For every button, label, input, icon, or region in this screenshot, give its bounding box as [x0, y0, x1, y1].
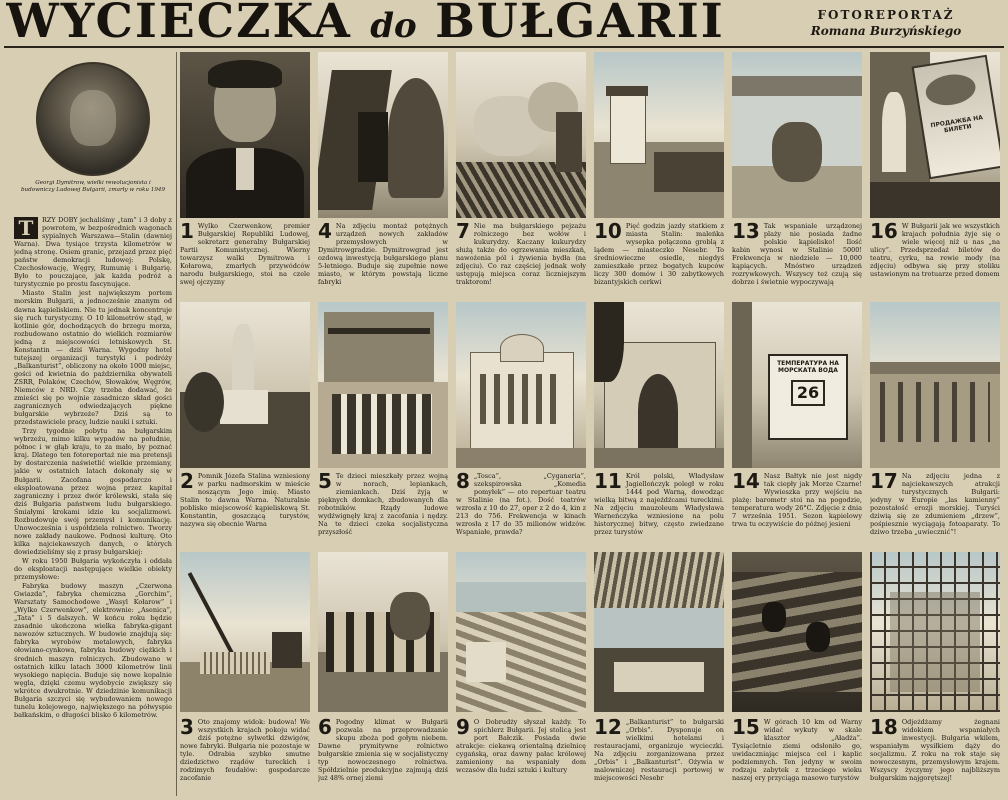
caption-text: Pięć godzin jazdy statkiem z miasta Stalin: maleńka wysepka połączona groblą z lądem — miasteczko Nesebr. To średniowieczne osiedle, niegdyś zamieszkałe przez bogatych kupców liczy 300 domów i 30 zabytkowych bizantyjskich cerkwi: [594, 222, 724, 286]
photo-warnenczyk-mausoleum: [594, 302, 724, 468]
photo-cell-13: [732, 52, 862, 300]
caption-12: [594, 718, 724, 796]
photo-oxen-corn: [456, 52, 586, 218]
caption-text: W górach 10 km od Warny widać wykuty w skale klasztor „Aładża”. Tysiącletnie ziemi odsłoniło go, uwidaczniając miejsca cel i kaplic podziemnych. Ten jedyny w swoim rodzaju zabytek z trzeciego wieku naszej ery przyciąga masowo turystów: [732, 718, 862, 782]
photo-cell-15: [732, 552, 862, 798]
caption-number: 14: [732, 472, 760, 493]
caption-number: 16: [870, 222, 898, 243]
caption-text: Nie ma bułgarskiego pejzażu rolniczego bez wołów i kukurydzy. Kaczany kukurydzy służą także do ogrzewania mieszkań, nawożenia pól i żywienia bydła (na zdjęciu). Co raz częściej jednak woły ustępują miejsca coraz liczniejszym traktorom!: [456, 222, 586, 286]
caption-text: Te dzieci mieszkały przez wojną w norach, lepiankach, ziemiankach. Dziś żyją w pięknych domkach, zbudowanych dla robotników. Rządy ludowe wydźwignęły kraj z zacofania i nędzy. Na te dzieci czeka socjalistyczna przyszłość: [318, 472, 448, 536]
byline: [770, 7, 1002, 41]
photo-children-houses: [318, 302, 448, 468]
drop-cap: T: [14, 217, 38, 239]
intro-paragraph: [14, 216, 172, 288]
caption-number: 15: [732, 718, 760, 739]
caption-text: W Bułgarii jak we wszystkich krajach południa żyje się o wiele więcej niż u nas „na ulicy”. Przedsprzedaż biletów do teatru, cyrku, na rewie mody (na zdjęciu) odbywa się przy stoliku ustawionym na trotuarze przed domem: [870, 222, 1000, 278]
caption-number: 9: [456, 718, 470, 739]
caption-16: [870, 222, 1000, 300]
page-title: [6, 0, 736, 44]
photo-cell-18: [870, 552, 1000, 798]
photo-cell-4: [318, 52, 448, 300]
caption-10: [594, 222, 724, 300]
photo-cell-3: [180, 552, 310, 798]
caption-text: Odjeżdżamy żegnani widokiem wspaniałych inwestycji. Bułgaria wkilem, wspaniałym wysiłkiem dąży do socjalizmu. Z roku na rok staje się nowoczesnym, przemysłowym krajem. Wszyscy życzymy jego najbliższym bułgarskim najgorętszej!: [870, 718, 1000, 782]
column-divider: [176, 52, 177, 796]
sign-heading: ТЕМПЕРАТУРА НА МОРСКАТА ВОДА: [777, 360, 839, 374]
caption-number: 2: [180, 472, 194, 493]
photo-stone-forest: [870, 302, 1000, 468]
caption-number: 11: [594, 472, 622, 493]
caption-8: [456, 472, 586, 550]
photo-cell-14: [732, 302, 862, 550]
caption-number: 5: [318, 472, 332, 493]
photo-cell-6: [318, 552, 448, 798]
caption-text: Pogodny klimat w Bułgarii pozwala na przeprowadzanie skupu zboża pod gołym niebem. Dawne prymitywne rolnictwo bułgarskie zmienia się w socjalistyczny typ nowoczesnego rolnictwa. Spółdzielnie produkcyjne zajmują dziś już 48% ornej ziemi: [318, 718, 448, 782]
caption-15: [732, 718, 862, 796]
photo-cell-8: [456, 302, 586, 550]
photo-theatre-stalin: [456, 302, 586, 468]
photo-ticket-stand: [870, 52, 1000, 218]
intro-text-0: RZY DOBY jechaliśmy „tam” i 3 doby z powrotem, w bezpośrednich wagonach sypialnych Warszawa—Stalin (dawniej Warna). Dwa tysiące trzysta kilometrów w jedną stronę. Osiem granic, przejazd przez pięć państw demokracji ludowej: Polskę, Czechosłowację, Węgry, Rumunię i Bułgarię. Było to pouczające, jak każda podróż a turystycznie po prostu fascynujące.: [14, 216, 172, 289]
water-temperature-sign: [768, 354, 848, 440]
caption-number: 17: [870, 472, 898, 493]
portrait-caption: Georgi Dymitrow, wielki rewolucjonista i budowniczy Ludowej Bułgarii, zmarły w roku 1949: [20, 180, 166, 193]
caption-5: [318, 472, 448, 550]
caption-number: 6: [318, 718, 332, 739]
portrait-photo: [36, 62, 150, 176]
intro-paragraph: Trzy tygodnie pobytu na bułgarskim wybrzeżu, mimo kilku wypadów na południe, północ i w głąb kraju, to za mało, by poznać kraj. Dlatego ten fotoreportaż nie ma pretensji by dostarczenia naświetlić wielkie przemiany, jakie w ostatnich latach dokonały się w Bułgarii. Zacofana gospodarczo i eksploatowana przez wojna przez kapitał zagraniczny i przez dwór królewski, stała się dziś Bułgaria państwem ludu bułgarskiego. Śmiałymi krokami idzie ku socjalizmowi. Rozbudowuje swój przemysł i komunikację. Unowocześnia i uspółdziela rolnictwo. Tworzy nowe zakłady naukowe. Podnosi kulturę. Oto kilka najciekawszych danych, o których dowiedzieliśmy się z prasy bułgarskiej:: [14, 427, 172, 556]
photo-scaffolding: [870, 552, 1000, 712]
photo-grain-harvest: [318, 552, 448, 712]
intro-paragraph: W roku 1950 Bułgaria wykończyła i oddała do eksploatacji następujące wielkie obiekty przemysłowe:: [14, 556, 172, 582]
caption-text: Na zdjęciu jedna z najciekawszych atrakcji turystycznych Bułgarii: jedyny w Europie „las kamienny” pozostałość erozji morskiej. Turyści dziwią się ze zdumieniem „drzew”, pośpiesznie wyciągają fotoaparaty. To dziwo trzeba „uwiecznić”!: [870, 472, 1000, 536]
caption-text: Oto znajomy widok: budowa! We wszystkich krajach pokoju widać dziś potężne sylwetki dźwigów, nowe fabryki. Bułgaria nie pozostaje w tyle. Odrabia szybko smutne dziedzictwo rządów tureckich i rodzimych feudałów: gospodarcze zacofanie: [180, 718, 310, 782]
photo-cell-5: [318, 302, 448, 550]
caption-text: Tak wspaniale urządzonej plaży nie posiada żadne polskie kąpielisko! Ilość kabin wynosi w Stalinie 5000! Frekwencja w niedziele — 10,000 kąpiących. Mnóstwo urządzeń rozrywkowych. Wszyscy też czują się dobrze i świetnie wypoczywają: [732, 222, 862, 286]
caption-number: 10: [594, 222, 622, 243]
caption-number: 8: [456, 472, 470, 493]
caption-text: Nasz Bałtyk nie jest nigdy tak ciepły jak Morze Czarne! Wywieszka przy wejściu na plażę: barometr stoi na na pogodzie, temperatura wody 26°C. Zdjęcie z dnia 7 września 1951. Sezon kąpielowy trwa tu oczywiście do późnej jesieni: [732, 472, 862, 528]
sign-value: 26: [791, 380, 825, 406]
photo-construction: [180, 552, 310, 712]
caption-18: [870, 718, 1000, 796]
photo-cell-17: [870, 302, 1000, 550]
caption-number: 13: [732, 222, 760, 243]
photo-nesebr-tower: [594, 52, 724, 218]
kiosk-sign-text: ПРОДАЖБА НА БИЛЕТИ: [930, 114, 984, 135]
caption-17: [870, 472, 1000, 550]
caption-2: [180, 472, 310, 550]
intro-paragraph: Miasto Stalin jest największym portem morskim Bułgarii, a jednocześnie znanym od dawna kąpieliskiem. Nie tu jednak koncentruje się ruch turystyczny. O 10 kilometrów stąd, w kotlinie gór, dochodzących do brzegu morza, rozbudowano ostatnio do wielkich rozmiarów jedną z miejscowości letniskowych St. Konstantin — dziś Warna. Wygodny hotel tutejszej organizacji turystyki i podróży „Balkanturist”, obliczony na około 1000 miejsc, gości od kwietnia do października obywateli ZSRR, Polaków, Czechów, Słowaków, Węgrów, Niemców z NRD. Czy trzeba dodawać, że zmieści się po wojnie zasadniczo skład gości zagranicznych odwiedzających piękne bułgarskie wybrzeże? Dziś są to przedstawiciele pracy, ludzie nauki i sztuki.: [14, 289, 172, 427]
caption-number: 12: [594, 718, 622, 739]
caption-text: Wylko Czerwenkow, premier Bułgarskiej Republiki Ludowej, sekretarz generalny Bułgarskiej Partii Komunistycznej. Wierny towarzysz walki Dymitrowa i Kołarowa, zmarłych przywódców narodu bułgarskiego, stoi na czele swej ojczyzny: [180, 222, 310, 286]
caption-13: [732, 222, 862, 300]
caption-number: 3: [180, 718, 194, 739]
photo-czerwenkow: [180, 52, 310, 218]
photo-cell-11: [594, 302, 724, 550]
caption-number: 18: [870, 718, 898, 739]
photo-nesebr-restaurant: [594, 552, 724, 712]
caption-11: [594, 472, 724, 550]
intro-paragraph: Fabryka budowy maszyn „Czerwona Gwiazda”, fabryka chemiczna „Gorchim”, Warsztaty Samochodowe „Wasyl Kołarow” i „Wylko Czerwenkow”, elektrownie: „Asenica”, „Tata” i 5 dalszych. W końcu roku będzie zasadnie ukończona wielka fabryka-gigant nawozów sztucznych. W budowie znajdują się: fabryka wyrobów metalowych, fabryka ołowiano-cynkowa, fabryka budowy ciężkich i średnich maszyn rolniczych. Zbudowano w ostatnich kilku latach 3000 kilometrów linii wysokiego napięcia. Buduje się nowe kopalnie węgla, dzięki czemu wydobycie zwiększy się wkrótce dwukrotnie. W dziedzinie komunikacji Bułgaria szczyci się wybudowaniem nowego tunelu kolejowego, największego na półwyspie bałkańskim, o długości blisko 6 kilometrów.: [14, 582, 172, 719]
caption-6: [318, 718, 448, 796]
caption-number: 7: [456, 222, 470, 243]
photo-cell-1: [180, 52, 310, 300]
byline-label: FOTOREPORTAŻ: [817, 8, 955, 22]
caption-text: Pomnik Józefa Stalina wzniesiony w parku nadmorskim w mieście noszącym Jego imię. Miasto Stalin to dawna Warna. Naturalnie poblisko miejscowość kąpieliskową St. Konstantin, goszczącą turystów, nazywa się obecnie Warna: [180, 472, 310, 528]
caption-9: [456, 718, 586, 796]
caption-text: Król polski, Władysław Jagiellończyk poległ w roku 1444 pod Warną, dowodząc wielką bitwą z najeźdźcami tureckimi. Na zdjęciu mauzoleum Władysława Warneńczyka wzniesione na polu historycznej bitwy, często zwiedzane przez turystów: [594, 472, 724, 536]
intro-article: [14, 216, 172, 796]
photo-balczik-port: [456, 552, 586, 712]
title-word-3: BUŁGARII: [435, 0, 725, 44]
caption-14: [732, 472, 862, 550]
caption-4: [318, 222, 448, 300]
photo-stalin-monument: [180, 302, 310, 468]
title-rule: [4, 46, 1004, 48]
photo-thermometer-sign: [732, 302, 862, 468]
photo-cell-16: [870, 52, 1000, 300]
photo-cell-12: [594, 552, 724, 798]
caption-1: [180, 222, 310, 300]
caption-text: O Dobrudży słyszał każdy. To spichlerz Bułgarii. Jej stolicą jest port Bałczik. Posiada dwie atrakcje: ciekawą orientalną dzielnicę cygańską, oraz dawny pałac królowej zamieniony na wspaniały dom wczasów dla ludzi sztuki i kultury: [456, 718, 586, 774]
left-column: [14, 52, 172, 796]
photo-cell-9: [456, 552, 586, 798]
caption-text: „Tosca”, „Cyganeria”, szekspirowska „Komedia pomyłek” — oto repertuar teatru w Stalinie (na fot.). Dość teatrów wzrosła z 10 do 27, oper z 2 do 4, kin z 213 do 756. Frekwencja w kinach wzrosła z 17 do 35 milionów widzów. Wspaniałe, prawda?: [456, 472, 586, 536]
caption-text: „Balkanturist” to bułgarski „Orbis”. Dysponuje on wielkimi hotelami i restauracjami, organizuje wycieczki. Na zdjęciu zorganizowana przez „Orbis” i „Balkanturist”. Ożywia w malowniczej restauracji portowej w miejscowości Nesebr: [594, 718, 724, 782]
caption-7: [456, 222, 586, 300]
byline-author: Romana Burzyńskiego: [810, 24, 962, 38]
photo-cell-7: [456, 52, 586, 300]
caption-number: 1: [180, 222, 194, 243]
photo-cell-2: [180, 302, 310, 550]
title-word-2: do: [370, 6, 417, 44]
photo-grid: [180, 52, 1006, 798]
title-word-1: WYCIECZKA: [6, 0, 352, 44]
caption-text: Na zdjęciu montaż potężnych urządzeń nowych zakładów przemysłowych w Dymitrowgradzie. Dymitrowgrad jest ozdową inwestycją bułgarskiego planu 5-letniego. Buduje się zupełnie nowe miasto, w którym powstają liczne fabryki: [318, 222, 448, 286]
photo-aladza-monastery: [732, 552, 862, 712]
caption-3: [180, 718, 310, 796]
photo-industrial-assembly: [318, 52, 448, 218]
photo-beach: [732, 52, 862, 218]
photo-cell-10: [594, 52, 724, 300]
caption-number: 4: [318, 222, 332, 243]
